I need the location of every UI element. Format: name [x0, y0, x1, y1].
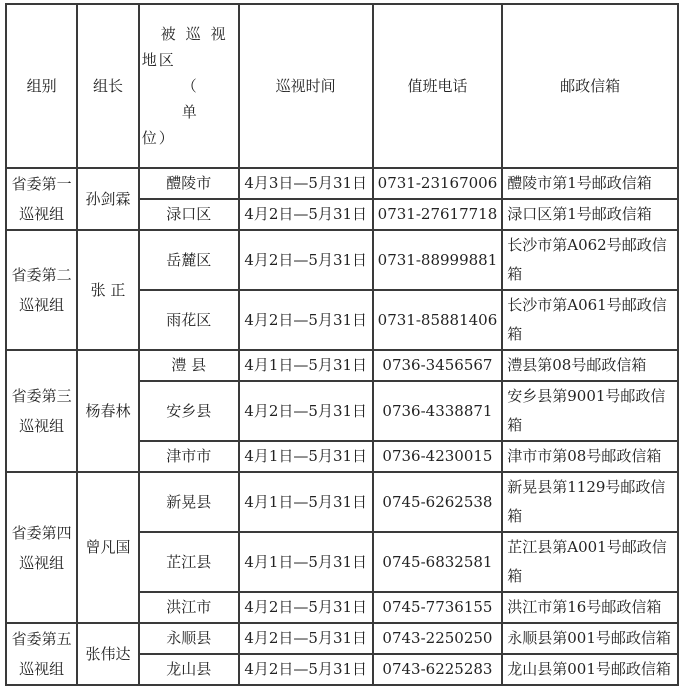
phone-cell: 0731-88999881: [373, 230, 503, 290]
region-cell: 津市市: [139, 441, 239, 472]
mailbox-cell: 长沙市第A062号邮政信箱: [502, 230, 678, 290]
header-period: 巡视时间: [239, 4, 373, 168]
mailbox-cell: 永顺县第001号邮政信箱: [502, 623, 678, 654]
period-cell: 4月2日—5月31日: [239, 623, 373, 654]
region-cell: 雨花区: [139, 290, 239, 350]
phone-cell: 0736-4338871: [373, 381, 503, 441]
group-leader: 杨春林: [77, 350, 138, 472]
header-region-line-1: 被巡视: [160, 25, 236, 43]
group-name: 省委第三巡视组: [6, 350, 77, 472]
period-cell: 4月2日—5月31日: [239, 592, 373, 623]
region-cell: 洪江市: [139, 592, 239, 623]
table-row: [6, 230, 678, 290]
group-leader: 张伟达: [77, 623, 138, 685]
period-cell: 4月2日—5月31日: [239, 230, 373, 290]
mailbox-cell: 芷江县第A001号邮政信箱: [502, 532, 678, 592]
header-region: [139, 4, 239, 168]
mailbox-cell: 洪江市第16号邮政信箱: [502, 592, 678, 623]
table-row: [6, 350, 678, 381]
mailbox-cell: 长沙市第A061号邮政信箱: [502, 290, 678, 350]
region-cell: 安乡县: [139, 381, 239, 441]
period-cell: 4月1日—5月31日: [239, 350, 373, 381]
header-row: [6, 4, 678, 168]
header-phone: 值班电话: [373, 4, 503, 168]
mailbox-cell: 龙山县第001号邮政信箱: [502, 654, 678, 685]
period-cell: 4月1日—5月31日: [239, 441, 373, 472]
phone-cell: 0736-4230015: [373, 441, 503, 472]
period-cell: 4月2日—5月31日: [239, 381, 373, 441]
period-cell: 4月2日—5月31日: [239, 290, 373, 350]
header-region-line-4: 位）: [141, 129, 176, 147]
region-cell: 醴陵市: [139, 168, 239, 199]
table-row: [6, 472, 678, 532]
period-cell: 4月3日—5月31日: [239, 168, 373, 199]
phone-cell: 0745-6832581: [373, 532, 503, 592]
mailbox-cell: 安乡县第9001号邮政信箱: [502, 381, 678, 441]
mailbox-cell: 澧县第08号邮政信箱: [502, 350, 678, 381]
group-name: 省委第一巡视组: [6, 168, 77, 230]
region-cell: 永顺县: [139, 623, 239, 654]
phone-cell: 0731-85881406: [373, 290, 503, 350]
inspection-schedule-table: [5, 3, 679, 686]
header-group: 组别: [6, 4, 77, 168]
region-cell: 岳麓区: [139, 230, 239, 290]
period-cell: 4月2日—5月31日: [239, 654, 373, 685]
group-leader: 张 正: [77, 230, 138, 350]
mailbox-cell: 津市市第08号邮政信箱: [502, 441, 678, 472]
period-cell: 4月1日—5月31日: [239, 532, 373, 592]
phone-cell: 0743-2250250: [373, 623, 503, 654]
header-leader: 组长: [77, 4, 138, 168]
group-leader: 孙剑霖: [77, 168, 138, 230]
mailbox-cell: 渌口区第1号邮政信箱: [502, 199, 678, 230]
phone-cell: 0731-23167006: [373, 168, 503, 199]
table-row: [6, 623, 678, 654]
phone-cell: 0743-6225283: [373, 654, 503, 685]
mailbox-cell: 新晃县第1129号邮政信箱: [502, 472, 678, 532]
phone-cell: 0736-3456567: [373, 350, 503, 381]
group-leader: 曾凡国: [77, 472, 138, 623]
group-name: 省委第五巡视组: [6, 623, 77, 685]
region-cell: 渌口区: [139, 199, 239, 230]
table-row: [6, 168, 678, 199]
header-mailbox: 邮政信箱: [502, 4, 678, 168]
mailbox-cell: 醴陵市第1号邮政信箱: [502, 168, 678, 199]
group-name: 省委第二巡视组: [6, 230, 77, 350]
header-region-line-3: （ 单: [181, 77, 233, 121]
period-cell: 4月1日—5月31日: [239, 472, 373, 532]
region-cell: 龙山县: [139, 654, 239, 685]
phone-cell: 0745-7736155: [373, 592, 503, 623]
region-cell: 芷江县: [139, 532, 239, 592]
header-region-line-2: 地区: [141, 51, 176, 69]
period-cell: 4月2日—5月31日: [239, 199, 373, 230]
phone-cell: 0731-27617718: [373, 199, 503, 230]
group-name: 省委第四巡视组: [6, 472, 77, 623]
phone-cell: 0745-6262538: [373, 472, 503, 532]
region-cell: 澧 县: [139, 350, 239, 381]
region-cell: 新晃县: [139, 472, 239, 532]
